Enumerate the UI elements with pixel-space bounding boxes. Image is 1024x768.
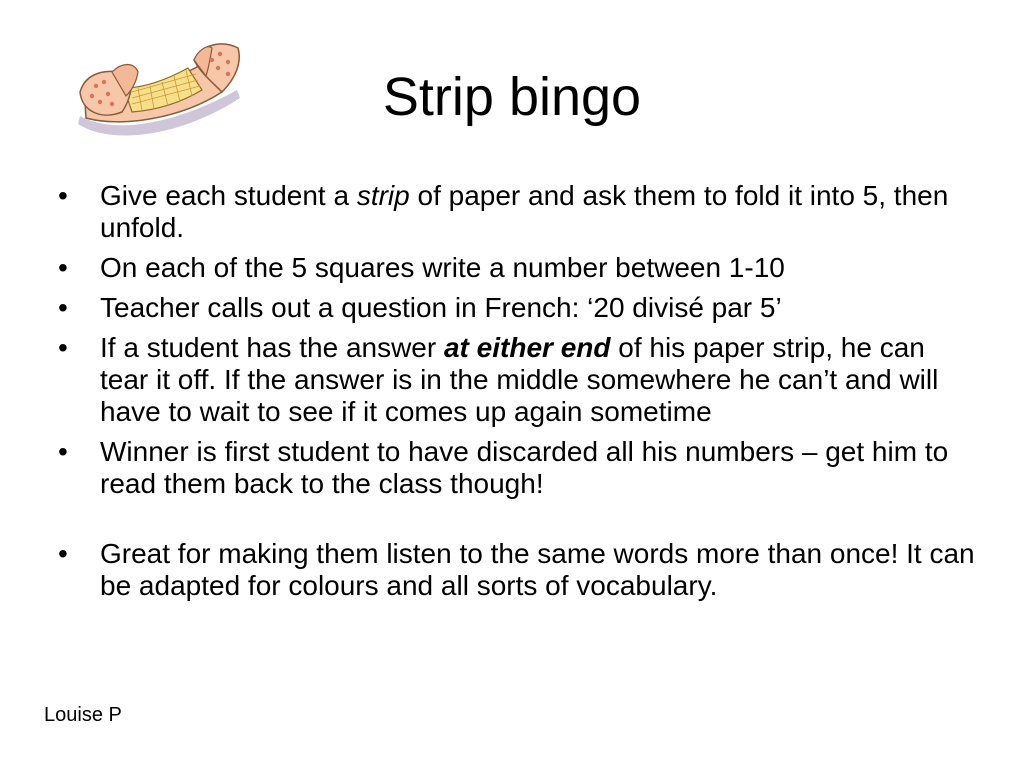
bullet-item: [56, 292, 976, 324]
bullet-text: Winner is first student to have discarded all his numbers – get him to read them back to the class though!: [100, 436, 949, 499]
bullet-text: Give each student a strip of paper and ask them to fold it into 5, then unfold.: [100, 180, 949, 243]
bullet-text: Teacher calls out a question in French: ‘20 divisé par 5’: [100, 292, 782, 323]
emphasis-strip: strip: [356, 180, 410, 211]
bullet-item: [56, 180, 976, 244]
bullet-dot: •: [58, 538, 68, 569]
bullet-text: Great for making them listen to the same words more than once! It can be adapted for colours and all sorts of vocabulary.: [100, 538, 975, 601]
bullet-dot: •: [58, 436, 68, 467]
bullet-item: [56, 332, 976, 428]
bullet-item: [56, 538, 976, 602]
bullet-text: On each of the 5 squares write a number between 1-10: [100, 252, 785, 283]
bullet-item: [56, 252, 976, 284]
bullet-dot: •: [58, 332, 68, 363]
bullet-item: [56, 436, 976, 500]
bullet-text: If a student has the answer at either end of his paper strip, he can tear it off. If the answer is in the middle somewhere he can’t and will have to wait to see if it comes up again sometime: [100, 332, 939, 427]
bullet-dot: •: [58, 180, 68, 211]
emphasis-at-either-end: at either end: [443, 332, 611, 363]
slide-title: Strip bingo: [382, 67, 642, 127]
bullet-dot: •: [58, 292, 68, 323]
author-footer: Louise P: [44, 704, 122, 726]
bullet-list: [56, 180, 976, 610]
bullet-dot: •: [58, 252, 68, 283]
